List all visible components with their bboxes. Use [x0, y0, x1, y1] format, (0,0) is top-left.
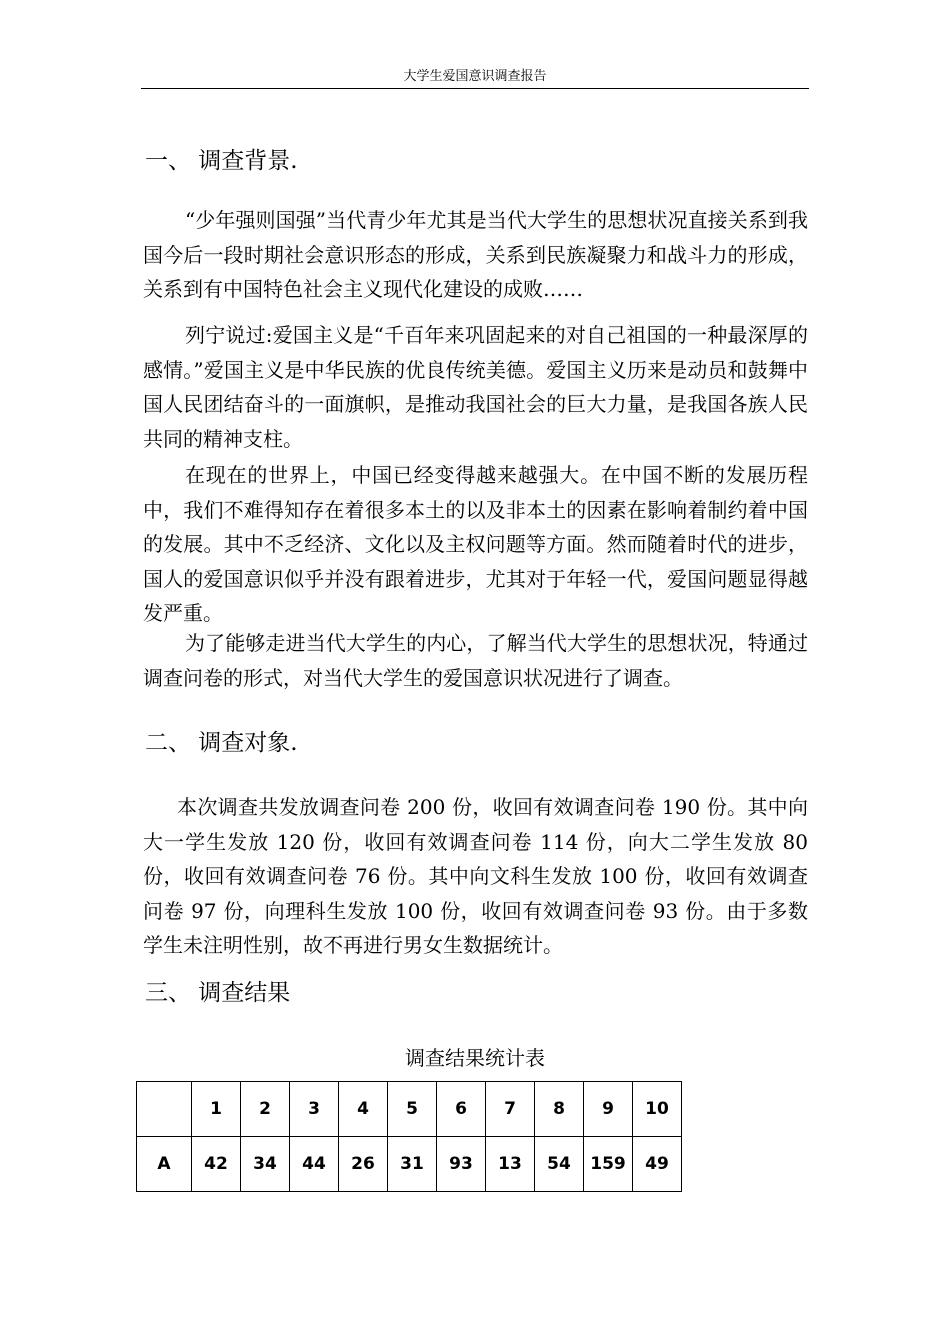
background-paragraph-2: 列宁说过:爱国主义是“千百年来巩固起来的对自己祖国的一种最深厚的感情。”爱国主义是中华民族的优良传统美德。爱国主义历来是动员和鼓舞中国人民团结奋斗的一面旗帜，是推动我国社会的巨大力量，是我国各族人民共同的精神支柱。 [143, 323, 808, 451]
section-heading-background: 一、 调查背景. [145, 148, 298, 174]
table-cell: 54 [535, 1137, 584, 1192]
table-cell: 159 [584, 1137, 633, 1192]
page-header-title: 大学生爱国意识调查报告 [403, 69, 547, 84]
table-cell: 44 [290, 1137, 339, 1192]
background-paragraph-3: 在现在的世界上，中国已经变得越来越强大。在中国不断的发展历程中，我们不难得知存在着很多本土的以及非本土的因素在影响着制约着中国的发展。其中不乏经济、文化以及主权问题等方面。然而随着时代的进步，国人的爱国意识似乎并没有跟着进步，尤其对于年轻一代，爱国问题显得越发严重。 [143, 463, 808, 626]
table-cell: 7 [486, 1082, 535, 1137]
table-caption: 调查结果统计表 [405, 1046, 545, 1070]
table-cell: 1 [192, 1082, 241, 1137]
table-cell: 5 [388, 1082, 437, 1137]
table-cell: 49 [633, 1137, 682, 1192]
table-cell: 26 [339, 1137, 388, 1192]
header-rule [141, 88, 809, 89]
table-cell: 6 [437, 1082, 486, 1137]
table-cell: 2 [241, 1082, 290, 1137]
table-cell: 8 [535, 1082, 584, 1137]
table-cell: 4 [339, 1082, 388, 1137]
section-heading-subjects: 二、 调查对象. [145, 730, 298, 756]
table-cell: 10 [633, 1082, 682, 1137]
results-table [136, 1081, 682, 1192]
table-cell [137, 1082, 192, 1137]
table-header-row [137, 1082, 682, 1137]
section-heading-results: 三、 调查结果 [145, 980, 291, 1006]
background-paragraph-1: “少年强则国强”当代青少年尤其是当代大学生的思想状况直接关系到我国今后一段时期社会意识形态的形成，关系到民族凝聚力和战斗力的形成，关系到有中国特色社会主义现代化建设的成败…… [143, 208, 808, 302]
table-cell: 93 [437, 1137, 486, 1192]
table-cell: 13 [486, 1137, 535, 1192]
table-cell: 3 [290, 1082, 339, 1137]
background-paragraph-4: 为了能够走进当代大学生的内心，了解当代大学生的思想状况，特通过调查问卷的形式，对当代大学生的爱国意识状况进行了调查。 [143, 631, 808, 690]
table-row [137, 1137, 682, 1192]
table-cell: 9 [584, 1082, 633, 1137]
table-cell: A [137, 1137, 192, 1192]
table-cell: 31 [388, 1137, 437, 1192]
table-cell: 42 [192, 1137, 241, 1192]
table-cell: 34 [241, 1137, 290, 1192]
subjects-paragraph: 本次调查共发放调查问卷 200 份，收回有效调查问卷 190 份。其中向大一学生发放 120 份，收回有效调查问卷 114 份，向大二学生发放 80 份，收回有效调查问卷 76 份。其中向文科生发放 100 份，收回有效调查问卷 97 份，向理科生发放 100 份，收回有效调查问卷 93 份。由于多数学生未注明性别，故不再进行男女生数据统计。 [143, 795, 808, 958]
